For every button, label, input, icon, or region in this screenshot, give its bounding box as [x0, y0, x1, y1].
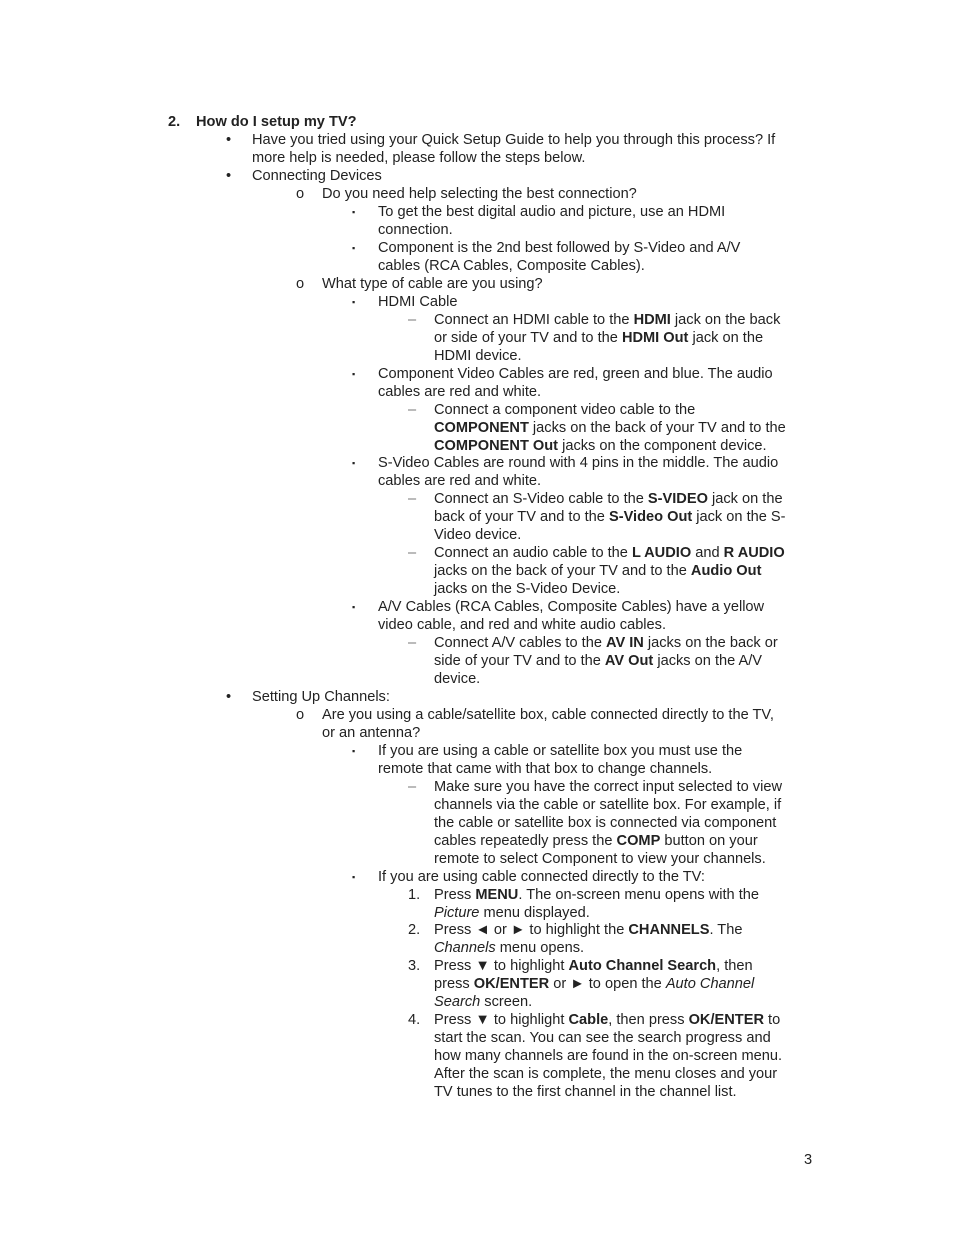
dash-marker: – [408, 779, 417, 795]
text-run: cables (RCA Cables, Composite Cables). [378, 258, 645, 274]
text-run: jack on the back [670, 312, 781, 328]
circle-marker: o [296, 276, 305, 292]
section-heading: How do I setup my TV? [196, 114, 357, 130]
text-line [378, 598, 764, 616]
text-line [434, 975, 754, 993]
bold-text: COMP [616, 833, 661, 849]
italic-text: Picture [434, 905, 480, 921]
text-run: device. [434, 671, 481, 687]
text-line [378, 383, 773, 401]
square-marker: ▪ [352, 369, 356, 379]
text-run: press [434, 976, 474, 992]
circle-marker: o [296, 186, 305, 202]
text-line [378, 760, 742, 778]
text-run: Do you need help selecting the best connection? [322, 186, 637, 202]
text-line [434, 1011, 782, 1029]
text-run: or side of your TV and to the [434, 330, 622, 346]
text-run: or an antenna? [322, 725, 421, 741]
text-line [434, 796, 782, 814]
text-line [434, 401, 786, 419]
step-number: 4. [408, 1012, 421, 1028]
text-run: side of your TV and to the [434, 653, 605, 669]
text-run: Connect A/V cables to the [434, 635, 606, 651]
list-item [252, 131, 775, 167]
text-line [378, 239, 740, 257]
text-line [252, 149, 775, 167]
text-line [378, 868, 705, 886]
dash-marker: – [408, 402, 417, 418]
bold-text: COMPONENT Out [434, 438, 559, 454]
text-run: cables are red and white. [378, 384, 542, 400]
italic-text: Search [434, 994, 481, 1010]
list-item [434, 401, 786, 455]
bold-text: Auto Channel Search [568, 958, 717, 974]
text-run: If you are using cable connected directly to the TV: [378, 869, 705, 885]
text-run: screen. [480, 994, 533, 1010]
step-number: 1. [408, 887, 421, 903]
text-line [378, 221, 725, 239]
text-run: Press [434, 887, 476, 903]
text-line [434, 580, 785, 598]
text-line [378, 293, 457, 311]
square-marker: ▪ [352, 243, 356, 253]
text-run: cables repeatedly press the [434, 833, 617, 849]
text-run: Are you using a cable/satellite box, cable connected directly to the TV, [322, 707, 774, 723]
bold-text: OK/ENTER [473, 976, 550, 992]
text-run: jacks on the component device. [558, 438, 767, 454]
bold-text: CHANNELS [628, 922, 710, 938]
text-line [434, 850, 782, 868]
list-item [434, 490, 786, 544]
text-line [434, 832, 782, 850]
list-item [252, 688, 390, 706]
text-run: , then [716, 958, 753, 974]
list-item [378, 454, 778, 490]
text-run: Connect an S-Video cable to the [434, 491, 648, 507]
text-run: HDMI device. [434, 348, 522, 364]
list-item [378, 742, 742, 778]
text-line [434, 886, 759, 904]
list-item [378, 239, 740, 275]
text-run: start the scan. You can see the search progress and [434, 1030, 771, 1046]
text-line [434, 957, 754, 975]
text-run: or ► to open the [549, 976, 666, 992]
bullet-marker: • [226, 689, 232, 705]
text-line [434, 544, 785, 562]
text-line [434, 1029, 782, 1047]
bold-text: OK/ENTER [688, 1012, 764, 1028]
text-line [378, 365, 773, 383]
text-line [434, 814, 782, 832]
text-line [322, 706, 774, 724]
text-line [434, 1047, 782, 1065]
text-run: Make sure you have the correct input selected to view [434, 779, 782, 795]
text-line [434, 490, 786, 508]
text-run: Component is the 2nd best followed by S-Video and A/V [378, 240, 741, 256]
text-run: S-Video Cables are round with 4 pins in the middle. The audio [378, 455, 779, 471]
bold-text: Audio Out [690, 563, 762, 579]
text-line [434, 419, 786, 437]
square-marker: ▪ [352, 207, 356, 217]
text-run: Press ▼ to highlight [434, 1012, 569, 1028]
text-line [252, 688, 390, 706]
bold-text: Cable [568, 1012, 609, 1028]
text-line [378, 203, 725, 221]
text-run: jacks on the back or [643, 635, 778, 651]
text-run: button on your [660, 833, 758, 849]
text-run: to [763, 1012, 781, 1028]
list-item [322, 275, 543, 293]
italic-text: Auto Channel [665, 976, 755, 992]
text-line [434, 1065, 782, 1083]
text-run: more help is needed, please follow the steps below. [252, 150, 586, 166]
text-run: To get the best digital audio and picture, use an HDMI [378, 204, 726, 220]
text-run: back of your TV and to the [434, 509, 609, 525]
text-run: jack on the [688, 330, 764, 346]
text-run: jack on the S- [692, 509, 786, 525]
bullet-marker: • [226, 132, 232, 148]
bold-text: HDMI Out [621, 330, 689, 346]
text-run: Have you tried using your Quick Setup Guide to help you through this process? If [252, 132, 776, 148]
bold-text: S-Video Out [608, 509, 693, 525]
text-line [434, 1083, 782, 1101]
step-text [434, 957, 754, 1011]
text-line [252, 167, 382, 185]
text-line [322, 275, 543, 293]
text-run: menu displayed. [479, 905, 590, 921]
text-run: remote to select Component to view your channels. [434, 851, 766, 867]
text-run: jacks on the A/V [653, 653, 763, 669]
text-run: channels via the cable or satellite box. For example, if [434, 797, 782, 813]
section-number: 2. [168, 114, 181, 130]
square-marker: ▪ [352, 458, 356, 468]
step-text [434, 921, 742, 957]
text-line [322, 724, 774, 742]
text-run: connection. [378, 222, 453, 238]
bold-text: S-VIDEO [647, 491, 708, 507]
text-line [378, 742, 742, 760]
text-line [434, 670, 778, 688]
text-run: Video device. [434, 527, 522, 543]
dash-marker: – [408, 545, 417, 561]
text-line [434, 634, 778, 652]
text-run: Connect a component video cable to the [434, 402, 696, 418]
text-line [434, 526, 786, 544]
list-item [378, 365, 773, 401]
text-run: If you are using a cable or satellite box you must use the [378, 743, 743, 759]
list-item [322, 185, 637, 203]
text-run: After the scan is complete, the menu closes and your [434, 1066, 778, 1082]
text-run: What type of cable are you using? [322, 276, 543, 292]
text-run: Connecting Devices [252, 168, 382, 184]
square-marker: ▪ [352, 872, 356, 882]
text-run: the cable or satellite box is connected via component [434, 815, 777, 831]
text-run: jack on the [707, 491, 783, 507]
text-line [252, 131, 775, 149]
square-marker: ▪ [352, 297, 356, 307]
step-text [434, 1011, 782, 1101]
bold-text: AV IN [606, 635, 644, 651]
list-item [434, 311, 780, 365]
text-run: . The [709, 922, 743, 938]
text-run: how many channels are found in the on-screen menu. [434, 1048, 783, 1064]
text-line [434, 347, 780, 365]
text-run: Setting Up Channels: [252, 689, 390, 705]
text-run: Connect an HDMI cable to the [434, 312, 634, 328]
text-line [378, 472, 778, 490]
list-item [434, 778, 782, 868]
text-run: TV tunes to the first channel in the channel list. [434, 1084, 737, 1100]
bold-text: L AUDIO [631, 545, 692, 561]
text-line [434, 921, 742, 939]
list-item [434, 634, 778, 688]
text-run: A/V Cables (RCA Cables, Composite Cables) have a yellow [378, 599, 765, 615]
text-line [322, 185, 637, 203]
text-line [434, 904, 759, 922]
list-item [378, 203, 725, 239]
text-line [434, 562, 785, 580]
text-run: cables are red and white. [378, 473, 542, 489]
list-item [378, 868, 705, 886]
list-item [434, 544, 785, 598]
text-run: HDMI Cable [378, 294, 458, 310]
text-run: Component Video Cables are red, green and blue. The audio [378, 366, 773, 382]
bold-text: R AUDIO [723, 545, 785, 561]
square-marker: ▪ [352, 746, 356, 756]
circle-marker: o [296, 707, 305, 723]
list-item [378, 293, 457, 311]
text-run: Connect an audio cable to the [434, 545, 632, 561]
text-run: . The on-screen menu opens with the [518, 887, 760, 903]
italic-text: Channels [434, 940, 496, 956]
text-line [378, 454, 778, 472]
text-run: jacks on the back of your TV and to the [434, 563, 691, 579]
list-item [378, 598, 764, 634]
page-number: 3 [804, 1152, 813, 1168]
text-line [434, 939, 742, 957]
dash-marker: – [408, 491, 417, 507]
text-run: , then press [608, 1012, 689, 1028]
bold-text: MENU [475, 887, 519, 903]
text-line [434, 508, 786, 526]
bold-text: COMPONENT [434, 420, 529, 436]
square-marker: ▪ [352, 602, 356, 612]
text-run: Press ▼ to highlight [434, 958, 569, 974]
bullet-marker: • [226, 168, 232, 184]
bold-text: AV Out [604, 653, 654, 669]
text-run: and [691, 545, 724, 561]
bold-text: HDMI [633, 312, 671, 328]
text-line [434, 993, 754, 1011]
list-item [322, 706, 774, 742]
text-line [434, 778, 782, 796]
text-line [434, 329, 780, 347]
list-item [252, 167, 382, 185]
text-run: menu opens. [495, 940, 585, 956]
dash-marker: – [408, 312, 417, 328]
text-run: video cable, and red and white audio cables. [378, 617, 667, 633]
step-text [434, 886, 759, 922]
text-run: remote that came with that box to change channels. [378, 761, 713, 777]
step-number: 2. [408, 922, 421, 938]
text-line [378, 616, 764, 634]
text-line [434, 652, 778, 670]
text-line [434, 311, 780, 329]
dash-marker: – [408, 635, 417, 651]
text-run: jacks on the back of your TV and to the [528, 420, 786, 436]
text-run: Press ◄ or ► to highlight the [434, 922, 629, 938]
step-number: 3. [408, 958, 421, 974]
text-run: jacks on the S-Video Device. [434, 581, 621, 597]
text-line [378, 257, 740, 275]
text-line [434, 437, 786, 455]
